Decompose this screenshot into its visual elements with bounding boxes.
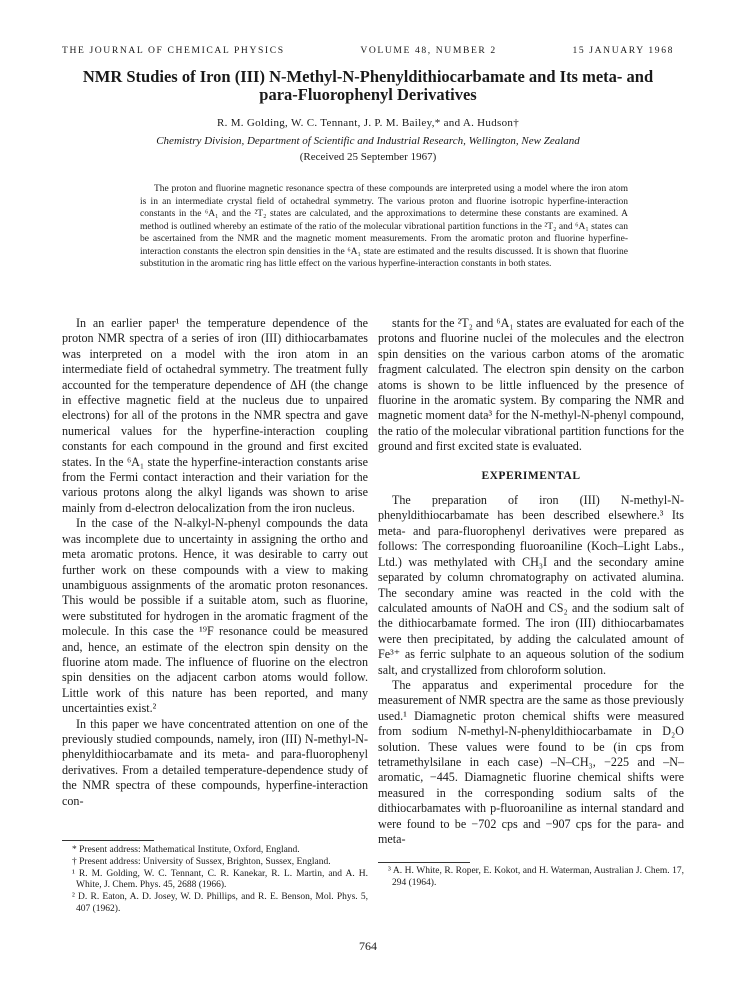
journal-name: THE JOURNAL OF CHEMICAL PHYSICS: [62, 45, 285, 56]
body-paragraph: In the case of the N-alkyl-N-phenyl compounds the data was incomplete due to uncertainty in assigning the ortho and meta aromatic protons. Hence, it was desirable to carry out further work on these compounds with a view to making unambiguous assignments of the aromatic proton resonances. This would be possible if a suitable atom, such as fluorine, were substituted for hydrogen in the aromatic fragment of the molecule. In this case the ¹⁹F resonance could be measured and, hence, an estimate of the electron spin density on the fluorine atom made. The influence of fluorine on the electron spin densities on the adjacent carbon atoms would follow. Little work of this nature has been reported, and many uncertainties exist.²: [62, 516, 368, 716]
footnote: * Present address: Mathematical Institute, Oxford, England.: [72, 845, 300, 855]
right-column: [378, 316, 684, 847]
footnotes-left: [62, 845, 368, 916]
body-paragraph: In this paper we have concentrated attention on one of the previously studied compounds, namely, iron (III) N-methyl-N-phenyldithiocarbamate and its meta- and para-fluorophenyl derivatives. From a detailed temperature-dependence study of the NMR spectra of these compounds, hyperfine-interaction con-: [62, 716, 368, 808]
body-paragraph: The preparation of iron (III) N-methyl-N-phenyldithiocarbamate has been described elsewhere.³ Its meta- and para-fluorophenyl derivatives were prepared as follows: The corresponding fluoroaniline (Koch–Light Labs., Ltd.) was methylated with CH₃I and the secondary amine separated by column chromatography on activated alumina. The secondary amine was reacted in the cold with the calculated amounts of NaOH and CS₂ and the sodium salt of the dithiocarbamate formed. The iron (III) dithiocarbamates were then precipitated, by adding the calculated amount of Fe³⁺ as ferric sulphate to an aqueous solution of the sodium salt, and crystallized from chloroform solution.: [378, 493, 684, 677]
title-line-2: para-Fluorophenyl Derivatives: [259, 85, 477, 104]
footnotes-right: [378, 866, 684, 890]
section-heading-experimental: EXPERIMENTAL: [481, 469, 581, 482]
footnote: † Present address: University of Sussex, Brighton, Sussex, England.: [72, 856, 331, 867]
body-paragraph: The apparatus and experimental procedure for the measurement of NMR spectra are the same as those previously used.¹ Diamagnetic proton chemical shifts were measured from sodium N-methyl-N-phenyldithiocarbamate in D₂O solution. These values were found to be (in cps from tetramethylsilane in each case) –N–CH₃, −225 and –N– aromatic, −445. Diamagnetic fluorine chemical shifts were measured in the corresponding sodium salts of the dithiocarbamates with p-fluoroaniline as internal standard and were found to be −702 cps and −907 cps for the para- and meta-: [378, 677, 684, 846]
footnote-divider: [378, 862, 470, 863]
body-paragraph: In an earlier paper¹ the temperature dependence of the proton NMR spectra of a series of iron (III) dithiocarbamates was interpreted on a model with the iron atom in an intermediate field of octahedral symmetry. The treatment fully accounted for the temperature dependence of ΔH (the change in effective magnetic field at the nucleus due to unpaired electrons) for all of the protons in the NMR spectra and gave numerical values for the hyperfine-interaction coupling constants for each compound in the ground and first excited states. In the ⁶A₁ state the hyperfine-interaction constants arise from the Fermi contact interaction and their variation for the various protons along the alkyl ligands was shown to arise mainly from d-electron delocalization from the iron nucleus.: [62, 316, 368, 515]
footnote: ¹ R. M. Golding, W. C. Tennant, C. R. Kanekar, R. L. Martin, and A. H. White, J. Chem. Phys. 45, 2688 (1966).: [72, 868, 368, 891]
footnote: ² D. R. Eaton, A. D. Josey, W. D. Phillips, and R. E. Benson, Mol. Phys. 5, 407 (1962).: [72, 892, 368, 914]
page-number: 764: [359, 939, 377, 953]
volume-number: VOLUME 48, NUMBER 2: [360, 45, 497, 56]
title-line-1: NMR Studies of Iron (III) N-Methyl-N-Phenyldithiocarbamate and Its meta- and: [82, 67, 654, 86]
abstract: The proton and fluorine magnetic resonance spectra of these compounds are interpreted using a model where the iron atom is in an intermediate crystal field of octahedral symmetry. The various proton and fluorine isotropic hyperfine-interaction constants in the ⁶A₁ and the ²T₂ states are calculated, and the approximations to determine these constants are examined. A method is outlined whereby an estimate of the ratio of the molecular vibrational partition functions in the ²T₂ and ⁶A₁ states can be ascertained from the NMR and the magnetic moment measurements. From the aromatic proton and fluorine hyperfine-interaction constants the electron spin densities in the ⁶A₁ state are estimated and the results discussed. It is shown that fluorine substitution in the aromatic ring has little effect on the various hyperfine-interaction constants in both states.: [140, 184, 628, 269]
footnote: ³ A. H. White, R. Roper, E. Kokot, and H. Waterman, Australian J. Chem. 17, 294 (1964).: [388, 866, 684, 888]
affiliation: Chemistry Division, Department of Scientific and Industrial Research, Wellington, New Zealand: [156, 135, 580, 147]
received-date: (Received 25 September 1967): [299, 151, 437, 163]
body-paragraph: stants for the ²T₂ and ⁶A₁ states are evaluated for each of the protons and fluorine nuclei of the molecules and the electron spin densities on the various carbon atoms of the aromatic fragment calculated. The electron spin density on the carbon atoms is shown to be little influenced by the presence of fluorine in the aromatic system. By comparing the NMR and magnetic moment data³ for the N-methyl-N-phenyl compound, the ratio of the molecular vibrational partition functions for the ground and first excited state is evaluated.: [378, 316, 684, 454]
footnote-divider: [62, 840, 154, 841]
running-head: [62, 45, 674, 56]
article-title: [20, 68, 716, 104]
author-list: R. M. Golding, W. C. Tennant, J. P. M. Bailey,* and A. Hudson†: [216, 117, 519, 129]
left-column: [62, 316, 368, 809]
issue-date: 15 JANUARY 1968: [572, 45, 674, 56]
